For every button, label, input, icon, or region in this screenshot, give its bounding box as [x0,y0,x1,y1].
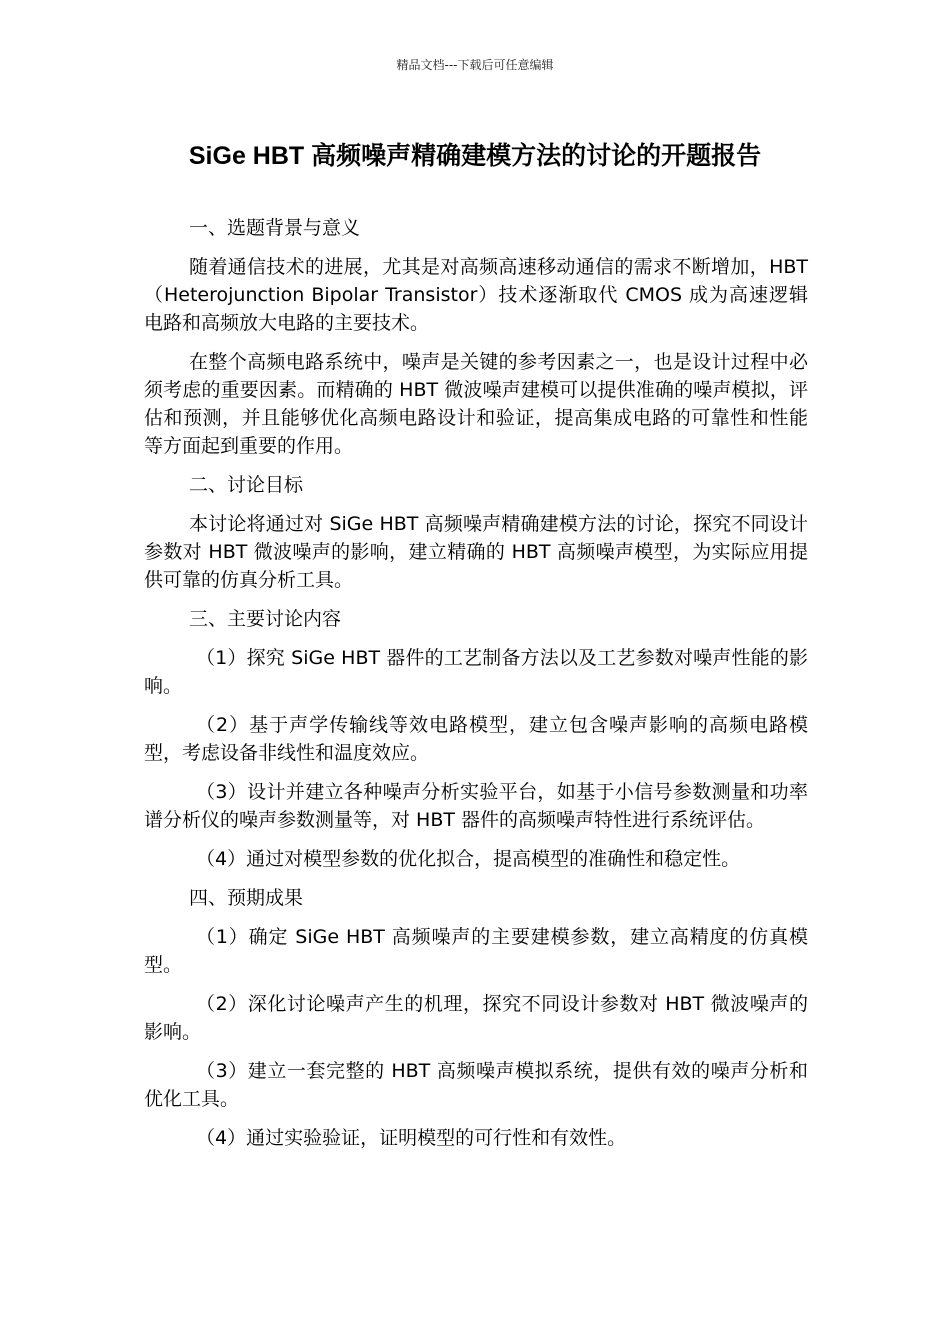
section-heading: 三、主要讨论内容 [189,608,342,630]
document-body [144,214,808,1163]
list-item: （3）建立一套完整的 HBT 高频噪声模拟系统，提供有效的噪声分析和优化工具。 [144,1060,808,1110]
body-paragraph: 本讨论将通过对 SiGe HBT 高频噪声精确建模方法的讨论，探究不同设计参数对 HBT 微波噪声的影响，建立精确的 HBT 高频噪声模型，为实际应用提供可靠的仿真分析工具。 [144,513,808,591]
list-item: （3）设计并建立各种噪声分析实验平台，如基于小信号参数测量和功率谱分析仪的噪声参数测量等，对 HBT 器件的高频噪声特性进行系统评估。 [144,781,808,831]
section-heading: 四、预期成果 [189,887,304,909]
section-background [144,214,808,460]
header-watermark: 精品文档---下载后可任意编辑 [396,58,554,72]
section-heading: 二、讨论目标 [189,474,304,496]
section-heading: 一、选题背景与意义 [189,217,361,239]
list-item: （1）确定 SiGe HBT 高频噪声的主要建模参数，建立高精度的仿真模型。 [144,926,808,976]
list-item: （2）基于声学传输线等效电路模型，建立包含噪声影响的高频电路模型，考虑设备非线性和温度效应。 [144,714,808,764]
list-item: （1）探究 SiGe HBT 器件的工艺制备方法以及工艺参数对噪声性能的影响。 [144,647,808,697]
body-paragraph: 在整个高频电路系统中，噪声是关键的参考因素之一，也是设计过程中必须考虑的重要因素。而精确的 HBT 微波噪声建模可以提供准确的噪声模拟，评估和预测，并且能够优化高频电路设计和验证，提高集成电路的可靠性和性能等方面起到重要的作用。 [144,351,808,457]
section-content [144,605,808,873]
body-paragraph: 随着通信技术的进展，尤其是对高频高速移动通信的需求不断增加，HBT （Heterojunction Bipolar Transistor）技术逐渐取代 CMOS 成为高速逻辑电路和高频放大电路的主要技术。 [144,256,808,334]
section-outcomes [144,884,808,1152]
list-item: （2）深化讨论噪声产生的机理，探究不同设计参数对 HBT 微波噪声的影响。 [144,993,808,1043]
list-item: （4）通过实验验证，证明模型的可行性和有效性。 [196,1127,627,1149]
section-goals [144,471,808,594]
list-item: （4）通过对模型参数的优化拟合，提高模型的准确性和稳定性。 [196,848,741,870]
document-title: SiGe HBT 高频噪声精确建模方法的讨论的开题报告 [188,142,762,170]
